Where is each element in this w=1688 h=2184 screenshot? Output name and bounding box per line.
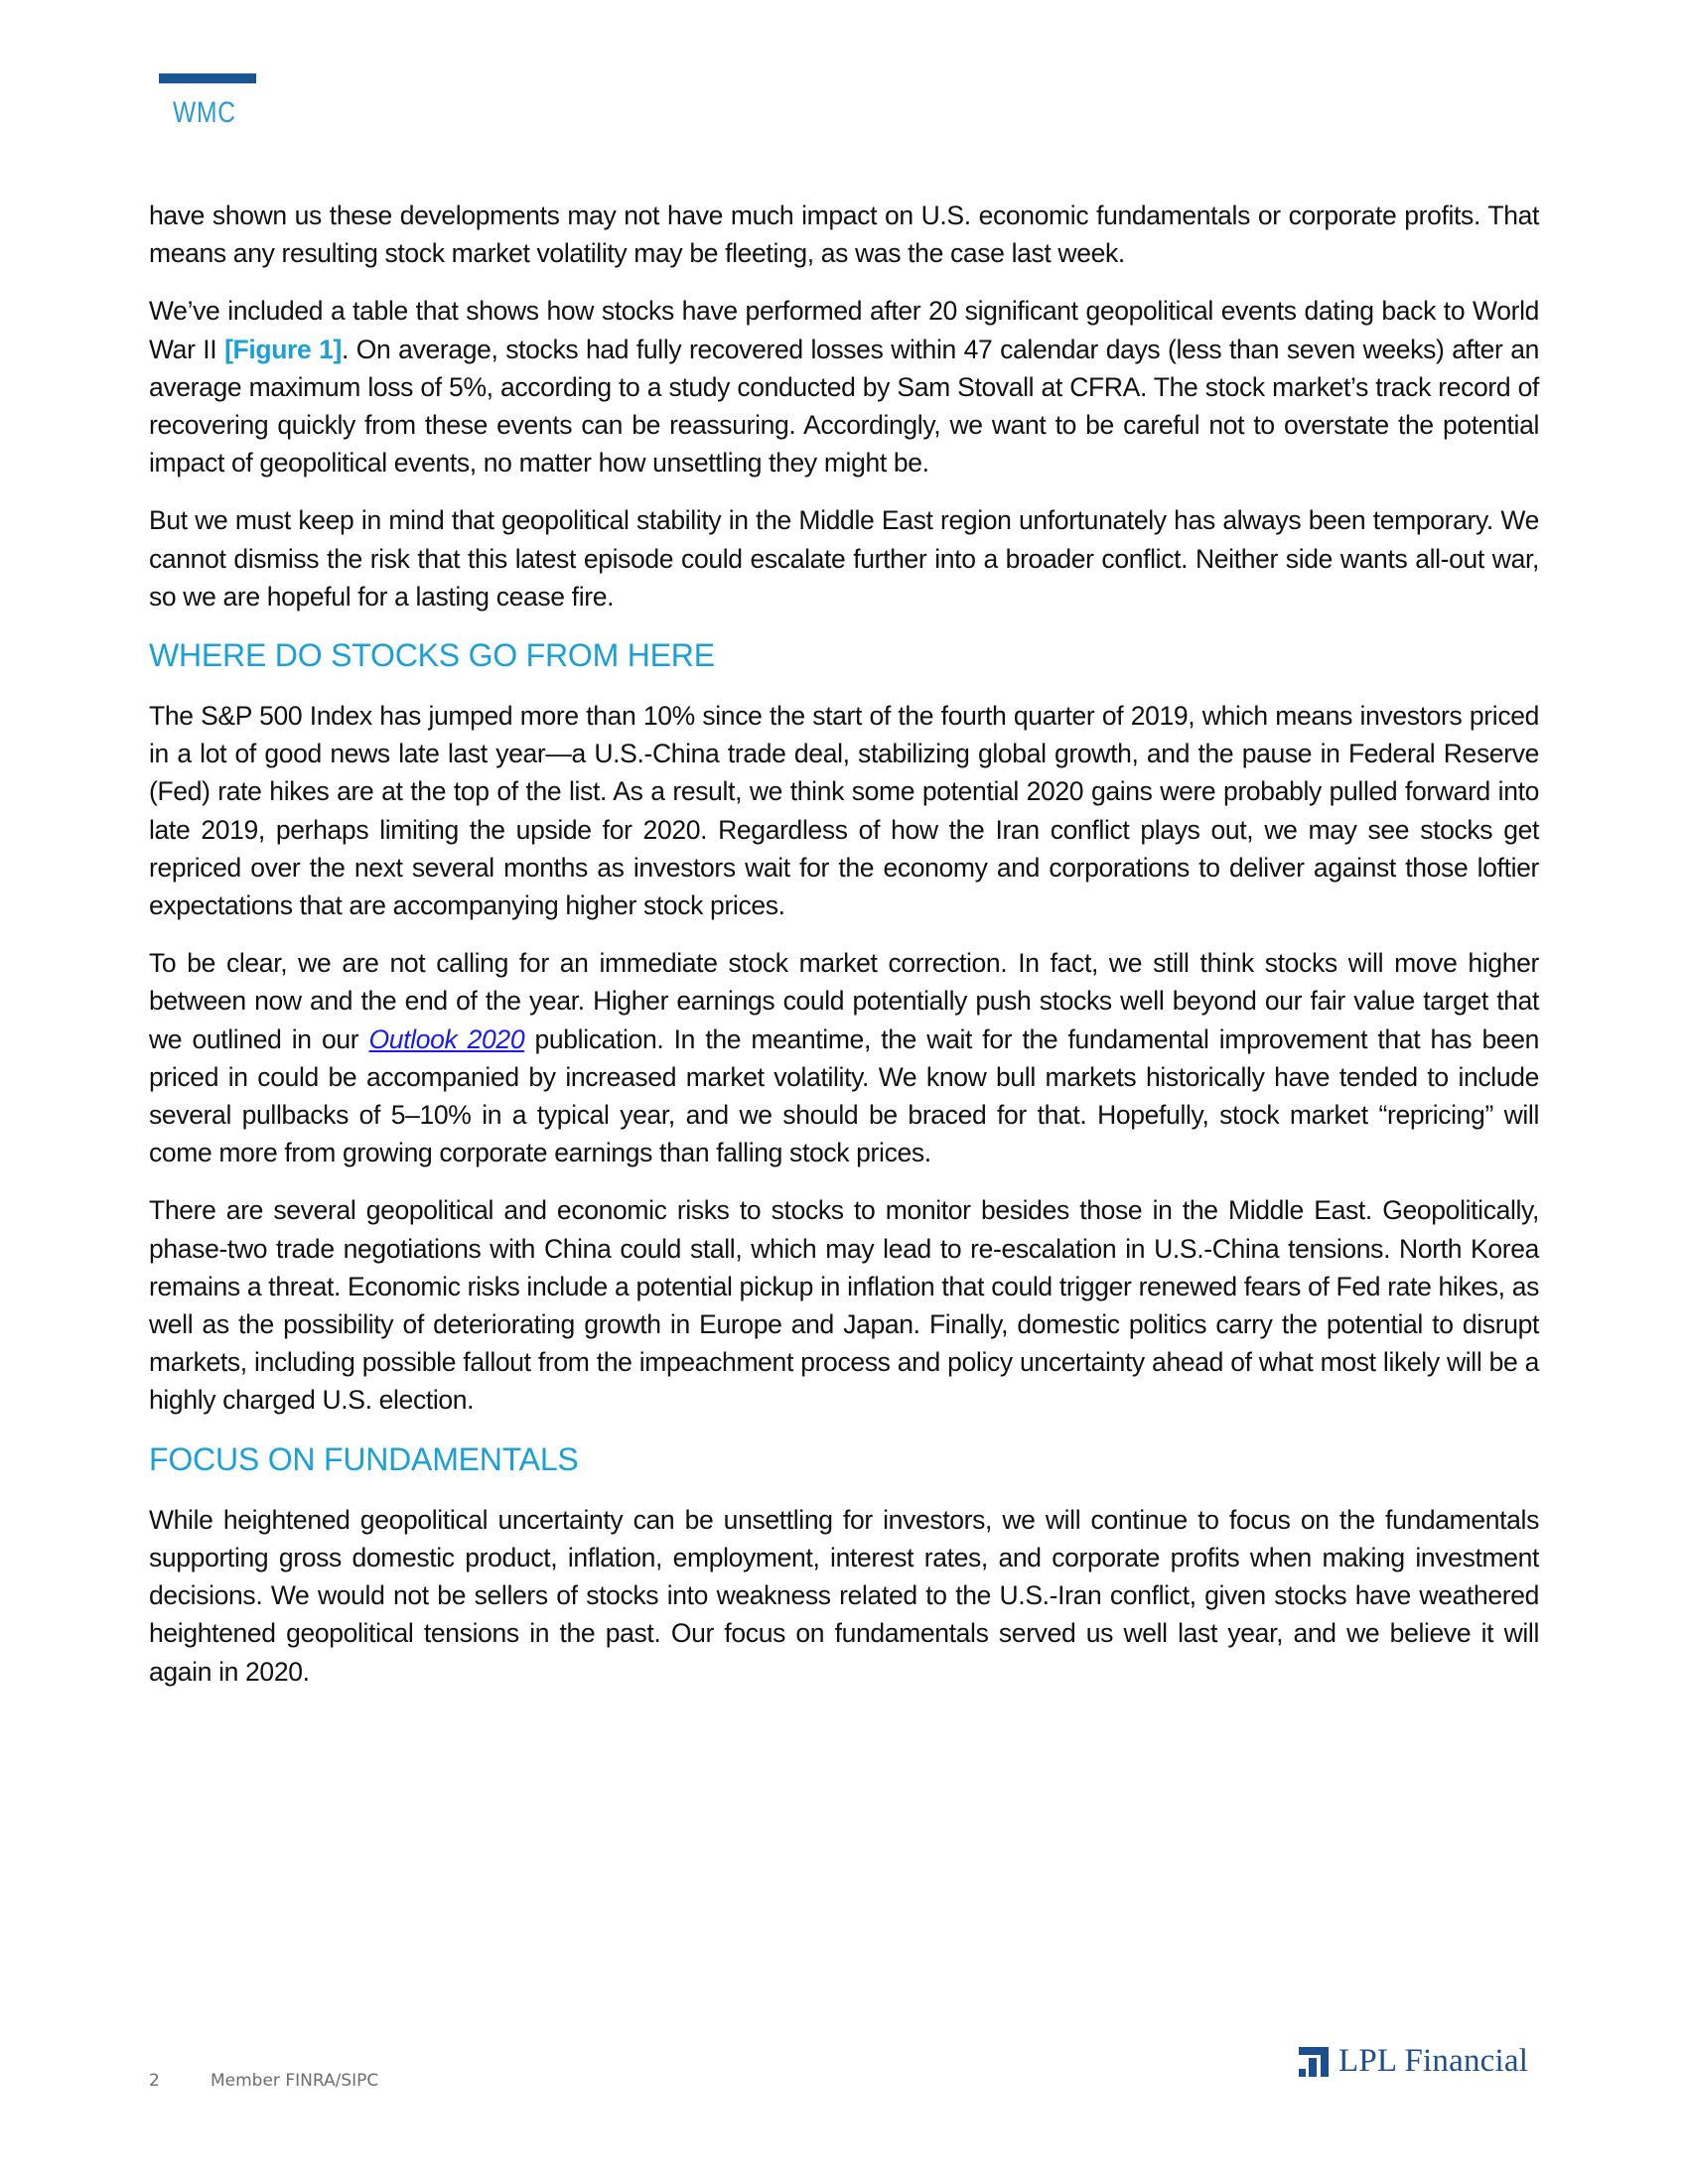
paragraph-fundamentals: While heightened geopolitical uncertainty can be unsettling for investors, we will continue to focus on the fundamentals supporting gross domestic product, inflation, employment, interest rates, and corporate profits when making investment decisions. We would not be sellers of stocks into weakness related to the U.S.-Iran conflict, given stocks have weathered heightened geopolitical tensions in the past. Our focus on fundamentals served us well last year, and we believe it will again in 2020. — [149, 1504, 1539, 1687]
page-number: 2 — [149, 2071, 160, 2091]
outlook-2020-link[interactable]: Outlook 2020 — [368, 1024, 525, 1054]
footer-left — [149, 2071, 378, 2091]
text-segment: publication. In the meantime, the wait for the fundamental improvement that has been priced in could be accompanied by increased market volatility. We know bull markets historically have tended to include several pullbacks of 5–10% in a typical year, and we should be braced for that. Hopefully, stock market “repricing” will come more from growing corporate earnings than falling stock prices. — [149, 1024, 1539, 1168]
paragraph-figure-reference — [149, 292, 1539, 481]
paragraph-risks: There are several geopolitical and economic risks to stocks to monitor besides those in the Middle East. Geopolitically, phase-two trade negotiations with China could stall, which may lead to re-escalation in U.S.-China tensions. North Korea remains a threat. Economic risks include a potential pickup in inflation that could trigger renewed fears of Fed rate hikes, as well as the possibility of deteriorating growth in Europe and Japan. Finally, domestic politics carry the potential to disrupt markets, including possible fallout from the impeachment process and policy uncertainty ahead of what most likely will be a highly charged U.S. election. — [149, 1195, 1539, 1416]
text-segment: We’ve included a table that shows how stocks have performed after 20 significant geopolitical events dating back to World War II — [149, 296, 1539, 364]
logo-text: WMC — [172, 96, 236, 129]
paragraph-middle-east: But we must keep in mind that geopolitical stability in the Middle East region unfortunately has always been temporary. We cannot dismiss the risk that this latest episode could escalate further into a broader conflict. Neither side wants all-out war, so we are hopeful for a lasting cease fire. — [149, 505, 1539, 612]
text-segment: . On average, stocks had fully recovered losses within 47 calendar days (less than seven weeks) after an average maximum loss of 5%, according to a study conducted by Sam Stovall at CFRA. The stock market’s track record of recovering quickly from these events can be reassuring. Accordingly, we want to be careful not to overstate the potential impact of geopolitical events, no matter how unsettling they might be. — [149, 334, 1539, 478]
lpl-financial-logo — [1299, 2043, 1528, 2080]
lpl-brand-text: LPL Financial — [1338, 2043, 1529, 2079]
document-body — [149, 197, 1539, 1710]
wmc-logo — [159, 73, 256, 128]
paragraph-correction — [149, 944, 1539, 1171]
paragraph-intro: have shown us these developments may not have much impact on U.S. economic fundamentals or corporate profits. That means any resulting stock market volatility may be fleeting, as was the case last week. — [149, 201, 1539, 269]
section-heading-focus-on-fundamentals: FOCUS ON FUNDAMENTALS — [149, 1440, 579, 1477]
lpl-logo-icon — [1299, 2047, 1329, 2077]
text-segment: To be clear, we are not calling for an immediate stock market correction. In fact, we still think stocks will move higher between now and the end of the year. Higher earnings could potentially push stocks well beyond our fair value target that we outlined in our — [149, 948, 1539, 1054]
paragraph-sp500: The S&P 500 Index has jumped more than 10% since the start of the fourth quarter of 2019, which means investors priced in a lot of good news late last year—a U.S.-China trade deal, stabilizing global growth, and the pause in Federal Reserve (Fed) rate hikes are at the top of the list. As a result, we think some potential 2020 gains were probably pulled forward into late 2019, perhaps limiting the upside for 2020. Regardless of how the Iran conflict plays out, we may see stocks get repriced over the next several months as investors wait for the economy and corporations to deliver against those loftier expectations that are accompanying higher stock prices. — [149, 701, 1539, 921]
member-finra-sipc: Member FINRA/SIPC — [211, 2071, 379, 2091]
logo-bar — [159, 73, 256, 83]
section-heading-where-do-stocks-go: WHERE DO STOCKS GO FROM HERE — [149, 637, 715, 674]
figure-1-reference: [Figure 1] — [224, 334, 343, 364]
